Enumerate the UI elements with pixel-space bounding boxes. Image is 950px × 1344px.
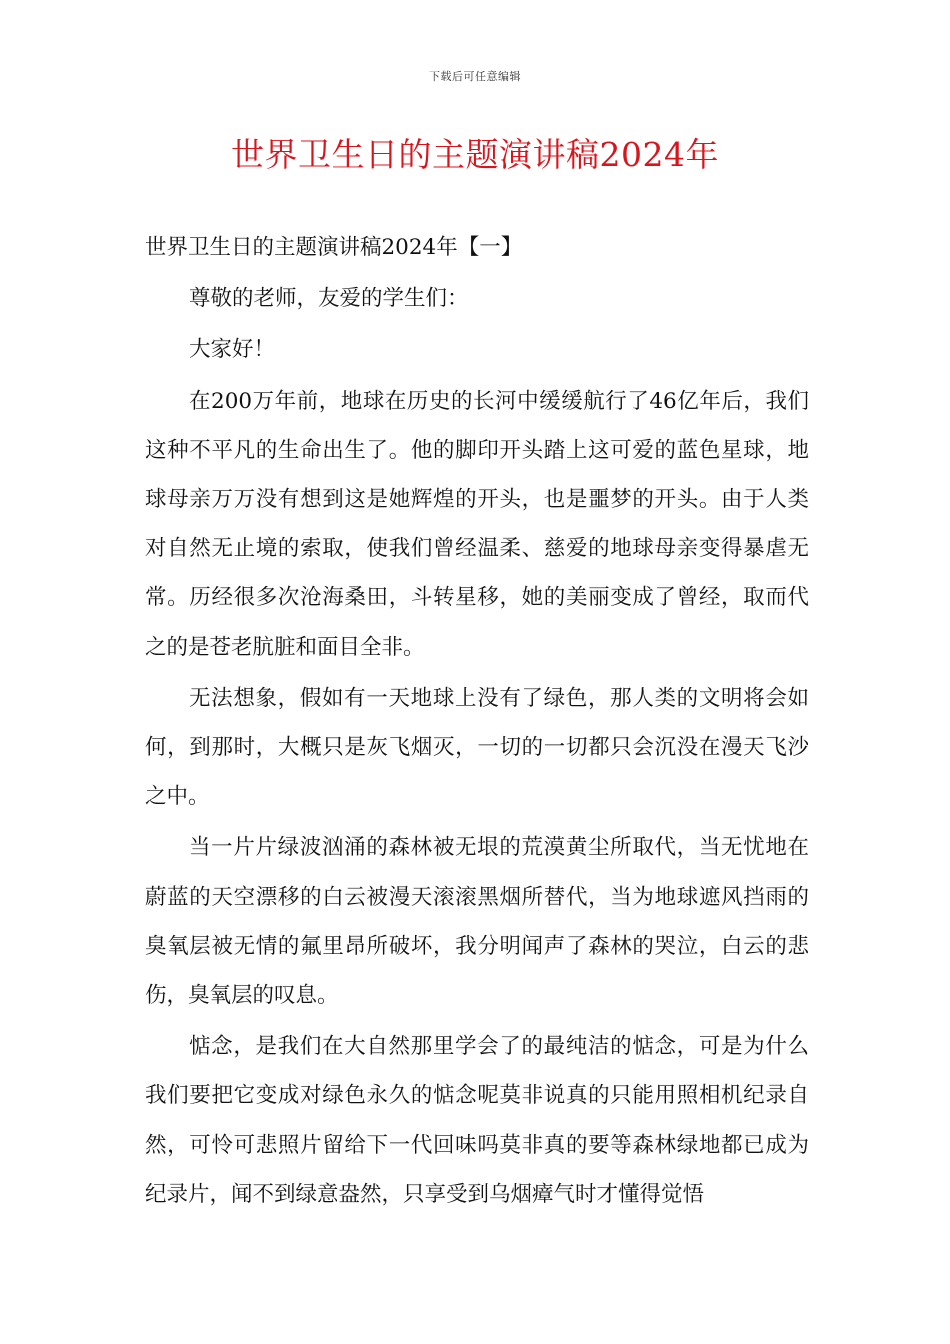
paragraph: 无法想象，假如有一天地球上没有了绿色，那人类的文明将会如何，到那时，大概只是灰飞烟灭，一切的一切都只会沉没在漫天飞沙之中。 [145, 685, 809, 810]
paragraph: 当一片片绿波汹涌的森林被无垠的荒漠黄尘所取代，当无忧地在蔚蓝的天空漂移的白云被漫天滚滚黑烟所替代，当为地球遮风挡雨的臭氧层被无情的氟里昂所破坏，我分明闻声了森林的哭泣，白云的悲伤，臭氧层的叹息。 [145, 835, 809, 1009]
document-title: 世界卫生日的主题演讲稿2024年 [231, 135, 719, 174]
header-note: 下载后可任意编辑 [429, 70, 521, 83]
paragraph-greeting: 尊敬的老师，友爱的学生们： [189, 286, 469, 312]
paragraph-salutation: 大家好！ [189, 337, 276, 363]
section-heading: 世界卫生日的主题演讲稿2024年【一】 [145, 235, 523, 260]
paragraph: 在200万年前，地球在历史的长河中缓缓航行了46亿年后，我们这种不平凡的生命出生了。他的脚印开头踏上这可爱的蓝色星球，地球母亲万万没有想到这是她辉煌的开头，也是噩梦的开头。由于人类对自然无止境的索取，使我们曾经温柔、慈爱的地球母亲变得暴虐无常。历经很多次沧海桑田，斗转星移，她的美丽变成了曾经，取而代之的是苍老肮脏和面目全非。 [145, 388, 809, 660]
paragraph: 惦念，是我们在大自然那里学会了的最纯洁的惦念，可是为什么我们要把它变成对绿色永久的惦念呢莫非说真的只能用照相机纪录自然，可怜可悲照片留给下一代回味吗莫非真的要等森林绿地都已成为纪录片，闻不到绿意盎然，只享受到乌烟瘴气时才懂得觉悟 [145, 1034, 809, 1207]
document-body [145, 223, 809, 1221]
